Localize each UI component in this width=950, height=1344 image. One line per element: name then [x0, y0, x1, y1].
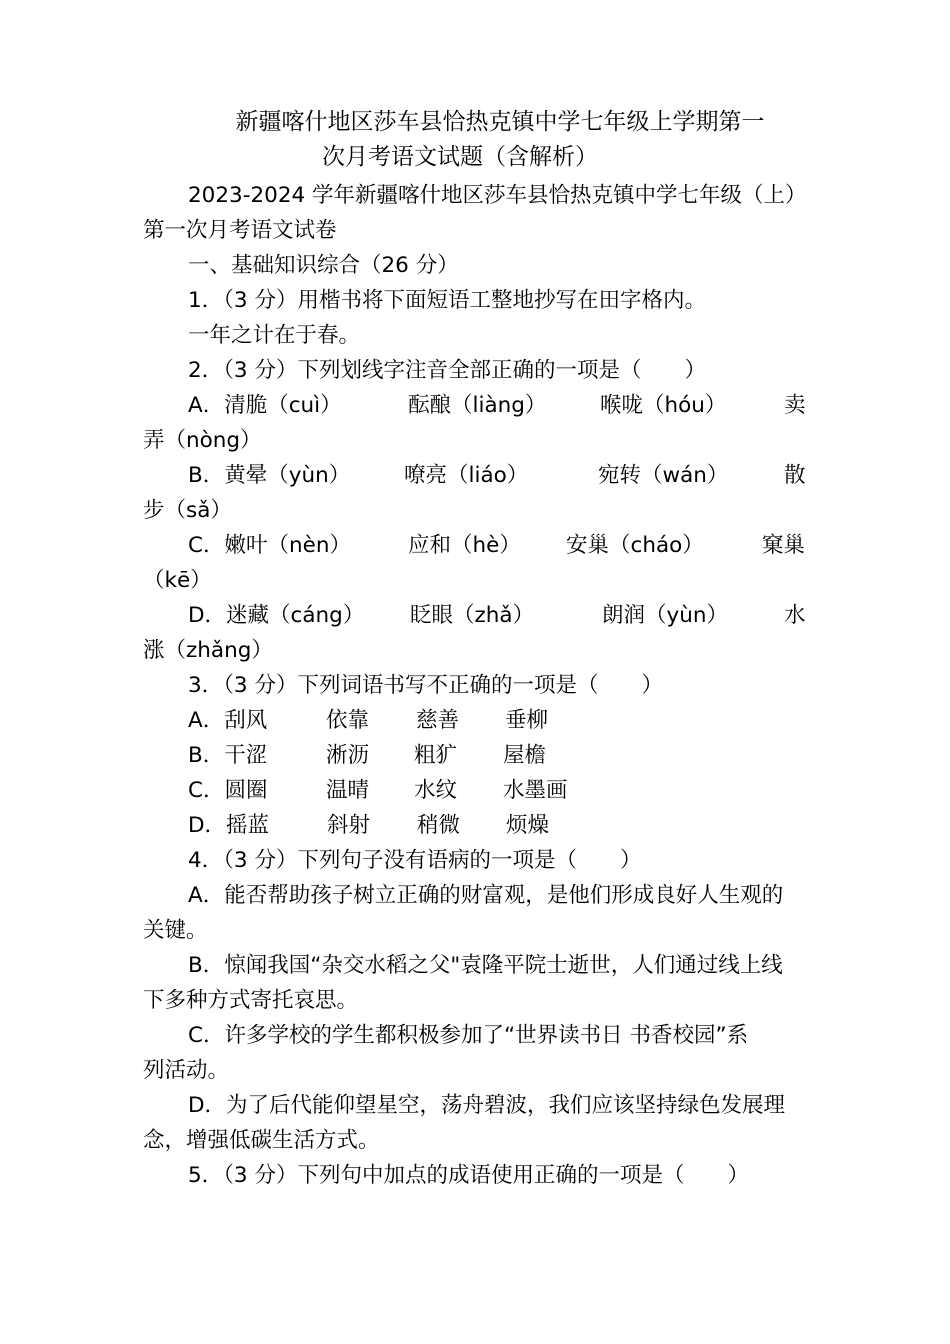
q2-option-c-1: C．嫩叶（nèn）	[188, 533, 351, 558]
q4-option-d-line2: 念，增强低碳生活方式。	[143, 1128, 380, 1153]
q2-option-a-1: A．清脆（cuì）	[188, 393, 342, 418]
doc-title-line1: 新疆喀什地区莎车县恰热克镇中学七年级上学期第一	[235, 109, 765, 135]
q2-option-b-wrap: 步（sǎ）	[143, 498, 232, 523]
q3-option-b-2: 淅沥	[326, 743, 370, 768]
q2-option-c-4: 窠巢	[762, 533, 806, 558]
q4-option-a-line1: A．能否帮助孩子树立正确的财富观，是他们形成良好人生观的	[188, 883, 784, 908]
q2-option-a-2: 酝酿（liàng）	[408, 393, 547, 418]
q2-option-b-1: B．黄晕（yùn）	[188, 463, 351, 488]
q2-option-a-3: 喉咙（hóu）	[600, 393, 727, 418]
q3-option-b-4: 屋檐	[503, 743, 547, 768]
q3-option-c-2: 温晴	[326, 778, 370, 803]
q2-option-d-2: 眨眼（zhǎ）	[410, 603, 535, 628]
q2-option-d-3: 朗润（yùn）	[602, 603, 728, 628]
q2-option-c-wrap: （kē）	[143, 568, 212, 593]
q3-option-c-4: 水墨画	[503, 778, 568, 803]
q4-option-b-line2: 下多种方式寄托哀思。	[143, 988, 359, 1013]
doc-subtitle-line1: 2023-2024 学年新疆喀什地区莎车县恰热克镇中学七年级（上）	[188, 183, 807, 208]
q2-option-b-4: 散	[784, 463, 806, 488]
q3-option-c-1: C．圆圈	[188, 778, 268, 803]
q2-option-d-4: 水	[784, 603, 806, 628]
question-5: 5．（3 分）下列句中加点的成语使用正确的一项是（ ）	[188, 1163, 749, 1188]
q3-option-d-4: 烦燥	[506, 813, 550, 838]
q2-option-b-2: 嘹亮（liáo）	[404, 463, 529, 488]
q3-option-a-4: 垂柳	[505, 708, 549, 733]
doc-title-line2: 次月考语文试题（含解析）	[322, 144, 598, 170]
q4-option-c-line2: 列活动。	[143, 1058, 230, 1083]
q3-option-a-2: 依靠	[326, 708, 370, 733]
q4-option-c-line1: C．许多学校的学生都积极参加了“世界读书日 书香校园”系	[188, 1023, 749, 1048]
q3-option-a-1: A．刮风	[188, 708, 268, 733]
q4-option-a-line2: 关键。	[143, 918, 208, 943]
section-heading: 一、基础知识综合（26 分）	[188, 253, 459, 278]
q3-option-c-3: 水纹	[414, 778, 458, 803]
q2-option-a-4: 卖	[784, 393, 806, 418]
q2-option-d-1: D．迷藏（cáng）	[188, 603, 365, 628]
question-1: 1．（3 分）用楷书将下面短语工整地抄写在田字格内。	[188, 288, 706, 313]
q2-option-b-3: 宛转（wán）	[598, 463, 729, 488]
q2-option-d-wrap: 涨（zhǎng）	[143, 638, 273, 663]
q2-option-c-2: 应和（hè）	[408, 533, 521, 558]
q3-option-d-3: 稍微	[417, 813, 461, 838]
q4-option-b-line1: B．惊闻我国“杂交水稻之父"袁隆平院士逝世，人们通过线上线	[188, 953, 783, 978]
question-1-text: 一年之计在于春。	[188, 323, 361, 348]
q3-option-b-3: 粗犷	[414, 743, 458, 768]
q2-option-a-wrap: 弄（nòng）	[143, 428, 262, 453]
q2-option-c-3: 安巢（cháo）	[566, 533, 704, 558]
question-2: 2．（3 分）下列划线字注音全部正确的一项是（ ）	[188, 358, 706, 383]
question-3: 3．（3 分）下列词语书写不正确的一项是（ ）	[188, 673, 663, 698]
doc-subtitle-line2: 第一次月考语文试卷	[143, 218, 337, 243]
q3-option-a-3: 慈善	[416, 708, 460, 733]
question-4: 4．（3 分）下列句子没有语病的一项是（ ）	[188, 848, 642, 873]
q3-option-b-1: B．干涩	[188, 743, 268, 768]
q4-option-d-line1: D．为了后代能仰望星空，荡舟碧波，我们应该坚持绿色发展理	[188, 1093, 786, 1118]
q3-option-d-1: D．摇蓝	[188, 813, 270, 838]
q3-option-d-2: 斜射	[327, 813, 371, 838]
